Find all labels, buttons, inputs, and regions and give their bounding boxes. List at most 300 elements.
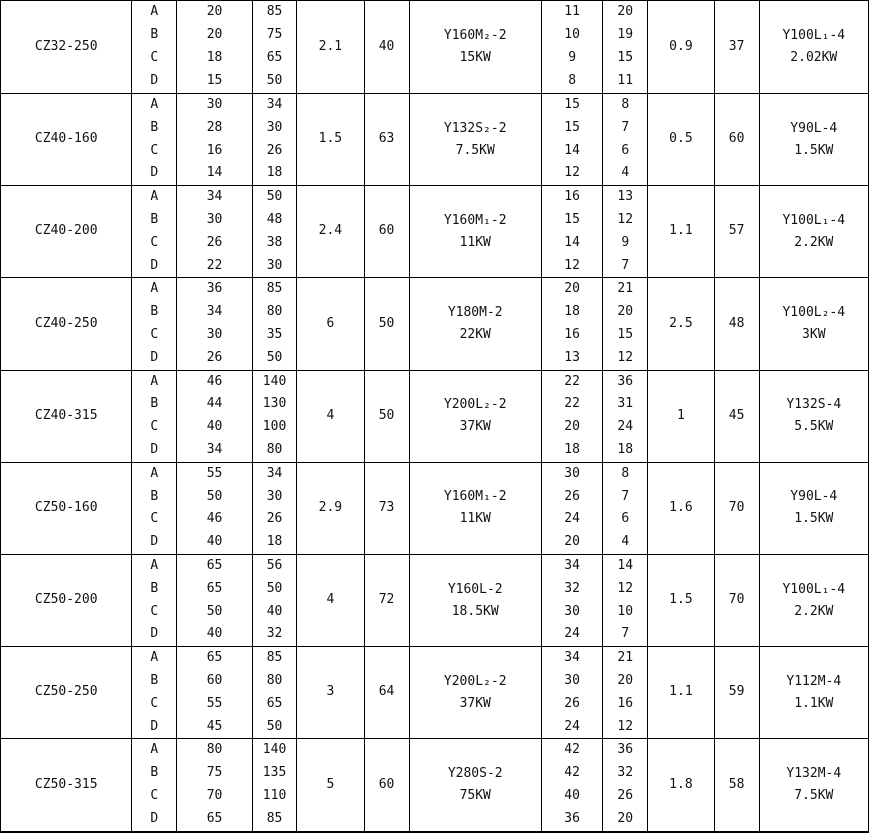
- flow-stack: [177, 555, 252, 646]
- motor-4pole-cell: [759, 186, 868, 278]
- flow-low-value: 12: [564, 165, 580, 181]
- pump-model-cell: [1, 739, 132, 831]
- motor-4pole-power: 2.2KW: [794, 234, 834, 250]
- head-low-value: 11: [617, 72, 634, 88]
- head-value: 140: [262, 742, 287, 758]
- flow-value: 80: [206, 742, 223, 758]
- flow-low-stack: [542, 186, 602, 277]
- head-low-stack: [603, 463, 647, 554]
- motor-4pole-model: Y90L-4: [790, 489, 838, 505]
- head-low-value: 10: [617, 603, 634, 619]
- flow-low-value: 24: [564, 626, 580, 642]
- grade-value: A: [150, 650, 159, 666]
- grade-stack: [132, 186, 176, 277]
- head-value: 80: [266, 441, 283, 457]
- head-low-value: 4: [621, 165, 630, 181]
- efficiency-cell: [364, 647, 409, 739]
- grade-stack: [132, 647, 176, 738]
- grade-stack: [132, 1, 176, 92]
- grade-value: B: [150, 304, 159, 320]
- flow-low-value: 30: [564, 672, 580, 688]
- pump-model: CZ40-315: [34, 407, 98, 423]
- grade-value: B: [150, 765, 159, 781]
- efficiency-cell: [364, 462, 409, 554]
- pump-model: CZ50-200: [34, 592, 98, 608]
- npsh: 2.4: [318, 223, 343, 239]
- grade-cell: [132, 186, 177, 278]
- npsh: 4: [326, 407, 335, 423]
- flow-low-value: 40: [564, 787, 580, 803]
- flow-low-value: 32: [564, 580, 580, 596]
- head-low-cell: [603, 554, 648, 646]
- head-value: 140: [262, 373, 287, 389]
- head-low-stack: [603, 371, 647, 462]
- motor-2pole-model: Y200L₂-2: [443, 397, 507, 413]
- flow-low-stack: [542, 739, 602, 830]
- motor-2pole-cell: [409, 739, 541, 831]
- head-value: 130: [262, 396, 287, 412]
- flow-value: 44: [206, 396, 223, 412]
- pump-model: CZ50-315: [34, 776, 98, 792]
- motor-4pole-stack: [760, 25, 868, 69]
- head-cell: [252, 94, 296, 186]
- grade-value: A: [150, 97, 159, 112]
- motor-4pole-model: Y100L₂-4: [782, 304, 846, 320]
- head-stack: [253, 371, 296, 462]
- head-low-cell: [603, 462, 648, 554]
- grade-value: D: [150, 534, 159, 550]
- head-value: 50: [266, 580, 283, 596]
- motor-4pole-power: 2.2KW: [794, 603, 834, 619]
- motor-2pole-stack: [410, 579, 541, 623]
- efficiency-low-cell: [714, 186, 759, 278]
- npsh-low: 0.5: [669, 131, 693, 147]
- motor-2pole-cell: [409, 94, 541, 186]
- grade-cell: [132, 370, 177, 462]
- flow-cell: [177, 370, 253, 462]
- npsh-cell: [297, 94, 364, 186]
- flow-value: 65: [206, 650, 223, 666]
- efficiency: 60: [378, 223, 395, 239]
- head-value: 56: [266, 557, 283, 573]
- head-value: 50: [266, 349, 283, 365]
- flow-cell: [177, 647, 253, 739]
- head-low-value: 12: [617, 580, 634, 596]
- head-low-cell: [603, 1, 648, 94]
- npsh-low: 1: [677, 407, 685, 423]
- head-low-value: 20: [617, 672, 634, 688]
- head-low-value: 20: [617, 4, 634, 20]
- head-value: 85: [266, 810, 283, 826]
- motor-4pole-stack: [760, 486, 868, 530]
- head-cell: [252, 278, 296, 370]
- head-stack: [253, 647, 296, 738]
- head-value: 34: [266, 97, 283, 112]
- pump-model-cell: [1, 647, 132, 739]
- efficiency-cell: [364, 370, 409, 462]
- flow-low-value: 24: [564, 511, 580, 527]
- grade-cell: [132, 554, 177, 646]
- head-low-value: 8: [621, 465, 630, 481]
- head-value: 65: [266, 50, 283, 65]
- flow-low-value: 9: [568, 50, 577, 65]
- flow-stack: [177, 186, 252, 277]
- head-low-value: 24: [617, 419, 634, 435]
- efficiency-low-cell: [714, 278, 759, 370]
- motor-4pole-stack: [760, 394, 868, 438]
- npsh: 3: [326, 684, 335, 700]
- motor-2pole-power: 18.5KW: [451, 603, 499, 619]
- head-value: 30: [266, 488, 283, 504]
- flow-low-value: 10: [564, 27, 580, 43]
- efficiency-low-cell: [714, 94, 759, 186]
- flow-low-cell: [541, 554, 602, 646]
- motor-4pole-power: 1.5KW: [794, 511, 834, 527]
- head-low-value: 12: [617, 718, 634, 734]
- flow-value: 70: [206, 787, 223, 803]
- head-low-value: 31: [617, 396, 634, 412]
- pump-model-cell: [1, 278, 132, 370]
- flow-low-value: 42: [564, 742, 580, 758]
- efficiency-low: 70: [728, 592, 745, 608]
- flow-low-cell: [541, 647, 602, 739]
- efficiency-cell: [364, 1, 409, 94]
- head-low-value: 15: [617, 326, 634, 342]
- efficiency: 40: [378, 38, 395, 54]
- motor-2pole-power: 15KW: [459, 50, 491, 65]
- grade-value: A: [150, 742, 159, 758]
- head-low-value: 20: [617, 304, 634, 320]
- flow-value: 75: [206, 765, 223, 781]
- grade-value: D: [150, 257, 159, 273]
- motor-2pole-model: Y132S₂-2: [443, 120, 507, 136]
- motor-2pole-model: Y160L-2: [447, 581, 503, 597]
- head-value: 48: [266, 211, 283, 227]
- head-low-value: 16: [617, 695, 634, 711]
- head-value: 85: [266, 4, 283, 20]
- head-low-value: 9: [621, 234, 630, 250]
- motor-2pole-cell: [409, 370, 541, 462]
- flow-value: 46: [206, 373, 223, 389]
- flow-value: 50: [206, 603, 223, 619]
- motor-4pole-stack: [760, 671, 868, 715]
- flow-low-stack: [542, 278, 602, 369]
- npsh-low-cell: [648, 370, 714, 462]
- flow-value: 28: [206, 119, 223, 135]
- pump-model-cell: [1, 186, 132, 278]
- flow-value: 50: [206, 488, 223, 504]
- pump-model: CZ32-250: [34, 38, 98, 54]
- flow-value: 30: [206, 211, 223, 227]
- head-value: 80: [266, 304, 283, 320]
- grade-value: B: [150, 119, 159, 135]
- grade-value: A: [150, 4, 159, 20]
- table-row: [1, 278, 869, 370]
- head-cell: [252, 1, 296, 94]
- head-stack: [253, 463, 296, 554]
- table-row: [1, 739, 869, 831]
- motor-2pole-power: 37KW: [459, 419, 491, 435]
- flow-low-value: 14: [564, 234, 580, 250]
- npsh-cell: [297, 554, 364, 646]
- next-row-edge: [0, 832, 869, 836]
- motor-4pole-model: Y90L-4: [790, 120, 838, 136]
- npsh-cell: [297, 462, 364, 554]
- flow-low-cell: [541, 186, 602, 278]
- head-low-value: 6: [621, 142, 630, 158]
- flow-value: 34: [206, 441, 223, 457]
- motor-2pole-power: 11KW: [459, 511, 491, 527]
- motor-4pole-stack: [760, 579, 868, 623]
- flow-low-value: 13: [564, 349, 580, 365]
- grade-value: B: [150, 27, 159, 43]
- head-value: 100: [262, 419, 287, 435]
- npsh-cell: [297, 1, 364, 94]
- head-low-value: 26: [617, 787, 634, 803]
- motor-4pole-cell: [759, 1, 868, 94]
- efficiency-cell: [364, 739, 409, 831]
- efficiency: 64: [378, 684, 395, 700]
- flow-value: 60: [206, 672, 223, 688]
- npsh-low: 0.9: [669, 38, 693, 54]
- motor-4pole-power: 7.5KW: [794, 787, 834, 803]
- efficiency-low-cell: [714, 739, 759, 831]
- head-low-value: 12: [617, 211, 634, 227]
- pump-model-cell: [1, 370, 132, 462]
- head-value: 18: [266, 534, 283, 550]
- flow-low-cell: [541, 739, 602, 831]
- flow-low-value: 34: [564, 650, 580, 666]
- grade-value: C: [150, 511, 159, 527]
- efficiency-low: 59: [728, 684, 745, 700]
- grade-cell: [132, 462, 177, 554]
- motor-2pole-stack: [410, 763, 541, 807]
- motor-4pole-model: Y112M-4: [786, 673, 842, 689]
- motor-4pole-power: 1.5KW: [794, 142, 834, 158]
- head-stack: [253, 278, 296, 369]
- flow-low-value: 15: [564, 211, 580, 227]
- flow-low-value: 16: [564, 326, 580, 342]
- efficiency: 72: [378, 592, 395, 608]
- head-value: 50: [266, 72, 283, 88]
- motor-2pole-stack: [410, 671, 541, 715]
- table-row: [1, 647, 869, 739]
- flow-low-value: 26: [564, 695, 580, 711]
- head-value: 65: [266, 695, 283, 711]
- motor-4pole-stack: [760, 302, 868, 346]
- head-low-value: 15: [617, 50, 634, 65]
- motor-2pole-power: 37KW: [459, 695, 491, 711]
- motor-2pole-cell: [409, 1, 541, 94]
- npsh: 2.9: [318, 499, 343, 515]
- flow-cell: [177, 462, 253, 554]
- grade-cell: [132, 739, 177, 831]
- flow-low-stack: [542, 94, 602, 185]
- head-value: 30: [266, 119, 283, 135]
- flow-value: 36: [206, 281, 223, 297]
- motor-2pole-model: Y180M-2: [447, 304, 503, 320]
- flow-value: 22: [206, 257, 223, 273]
- npsh-low-cell: [648, 278, 714, 370]
- pump-model: CZ40-250: [34, 315, 98, 331]
- flow-value: 20: [206, 4, 223, 20]
- head-low-value: 12: [617, 349, 634, 365]
- grade-value: D: [150, 72, 159, 88]
- npsh-low-cell: [648, 739, 714, 831]
- head-cell: [252, 462, 296, 554]
- head-stack: [253, 1, 296, 92]
- motor-2pole-stack: [410, 486, 541, 530]
- head-low-value: 36: [617, 742, 634, 758]
- motor-2pole-stack: [410, 210, 541, 254]
- flow-low-cell: [541, 462, 602, 554]
- grade-stack: [132, 94, 176, 185]
- motor-2pole-power: 7.5KW: [455, 142, 495, 158]
- motor-2pole-cell: [409, 554, 541, 646]
- flow-value: 65: [206, 810, 223, 826]
- grade-cell: [132, 278, 177, 370]
- grade-value: A: [150, 557, 159, 573]
- efficiency: 50: [378, 407, 395, 423]
- grade-value: C: [150, 142, 159, 158]
- grade-value: C: [150, 787, 159, 803]
- motor-2pole-model: Y200L₂-2: [443, 673, 507, 689]
- efficiency-low: 45: [728, 407, 745, 423]
- flow-value: 26: [206, 234, 223, 250]
- flow-low-cell: [541, 94, 602, 186]
- npsh-low: 1.6: [669, 499, 693, 515]
- motor-4pole-cell: [759, 739, 868, 831]
- head-value: 135: [262, 765, 287, 781]
- grade-value: A: [150, 465, 159, 481]
- head-value: 85: [266, 281, 283, 297]
- efficiency: 60: [378, 776, 395, 792]
- head-low-value: 8: [621, 97, 630, 112]
- motor-2pole-cell: [409, 647, 541, 739]
- flow-low-value: 24: [564, 718, 580, 734]
- head-stack: [253, 186, 296, 277]
- efficiency-low-cell: [714, 554, 759, 646]
- motor-4pole-cell: [759, 462, 868, 554]
- grade-stack: [132, 463, 176, 554]
- head-value: 35: [266, 326, 283, 342]
- flow-value: 30: [206, 326, 223, 342]
- flow-low-value: 15: [564, 97, 580, 112]
- pump-model-cell: [1, 462, 132, 554]
- table-row: [1, 94, 869, 186]
- npsh-cell: [297, 278, 364, 370]
- efficiency-low: 60: [728, 131, 745, 147]
- head-value: 85: [266, 650, 283, 666]
- head-value: 75: [266, 27, 283, 43]
- npsh: 1.5: [318, 131, 343, 147]
- grade-value: C: [150, 234, 159, 250]
- flow-cell: [177, 94, 253, 186]
- grade-value: C: [150, 419, 159, 435]
- head-value: 30: [266, 257, 283, 273]
- grade-value: C: [150, 695, 159, 711]
- grade-cell: [132, 1, 177, 94]
- flow-value: 34: [206, 189, 223, 205]
- flow-low-stack: [542, 1, 602, 92]
- head-value: 32: [266, 626, 283, 642]
- grade-cell: [132, 94, 177, 186]
- head-cell: [252, 554, 296, 646]
- flow-value: 65: [206, 557, 223, 573]
- flow-value: 46: [206, 511, 223, 527]
- grade-value: B: [150, 396, 159, 412]
- pump-model: CZ50-160: [34, 499, 98, 515]
- npsh-low: 1.1: [669, 684, 693, 700]
- grade-value: D: [150, 810, 159, 826]
- grade-value: C: [150, 50, 159, 65]
- grade-value: B: [150, 580, 159, 596]
- spec-table-body: [1, 1, 869, 832]
- motor-4pole-power: 5.5KW: [794, 419, 834, 435]
- flow-stack: [177, 94, 252, 185]
- head-low-value: 19: [617, 27, 634, 43]
- head-cell: [252, 647, 296, 739]
- motor-2pole-power: 75KW: [459, 787, 491, 803]
- npsh: 2.1: [318, 38, 343, 54]
- flow-low-value: 22: [564, 373, 580, 389]
- head-value: 34: [266, 465, 283, 481]
- head-low-stack: [603, 278, 647, 369]
- head-value: 40: [266, 603, 283, 619]
- motor-2pole-stack: [410, 25, 541, 69]
- flow-value: 40: [206, 419, 223, 435]
- motor-4pole-cell: [759, 370, 868, 462]
- flow-low-value: 34: [564, 557, 580, 573]
- head-low-cell: [603, 278, 648, 370]
- flow-low-value: 14: [564, 142, 580, 158]
- head-low-value: 7: [621, 257, 630, 273]
- efficiency-low: 37: [728, 38, 745, 54]
- flow-low-value: 18: [564, 441, 580, 457]
- grade-value: D: [150, 165, 159, 181]
- efficiency: 50: [378, 315, 395, 331]
- head-stack: [253, 94, 296, 185]
- grade-stack: [132, 371, 176, 462]
- motor-2pole-model: Y160M₂-2: [443, 28, 507, 43]
- flow-value: 40: [206, 534, 223, 550]
- flow-value: 18: [206, 50, 223, 65]
- head-low-stack: [603, 739, 647, 830]
- npsh-low-cell: [648, 1, 714, 94]
- flow-low-value: 36: [564, 810, 580, 826]
- flow-low-value: 22: [564, 396, 580, 412]
- head-value: 50: [266, 718, 283, 734]
- pump-model: CZ40-200: [34, 223, 98, 239]
- efficiency-cell: [364, 554, 409, 646]
- head-low-value: 7: [621, 626, 630, 642]
- head-value: 110: [262, 787, 287, 803]
- motor-2pole-stack: [410, 394, 541, 438]
- motor-4pole-stack: [760, 210, 868, 254]
- flow-stack: [177, 463, 252, 554]
- efficiency-low: 58: [728, 776, 745, 792]
- flow-value: 15: [206, 72, 223, 88]
- motor-4pole-cell: [759, 278, 868, 370]
- head-value: 50: [266, 189, 283, 205]
- npsh-cell: [297, 739, 364, 831]
- head-low-value: 32: [617, 765, 634, 781]
- motor-4pole-model: Y132S-4: [786, 397, 842, 413]
- table-row: [1, 1, 869, 94]
- head-low-value: 4: [621, 534, 630, 550]
- flow-stack: [177, 739, 252, 830]
- flow-low-stack: [542, 371, 602, 462]
